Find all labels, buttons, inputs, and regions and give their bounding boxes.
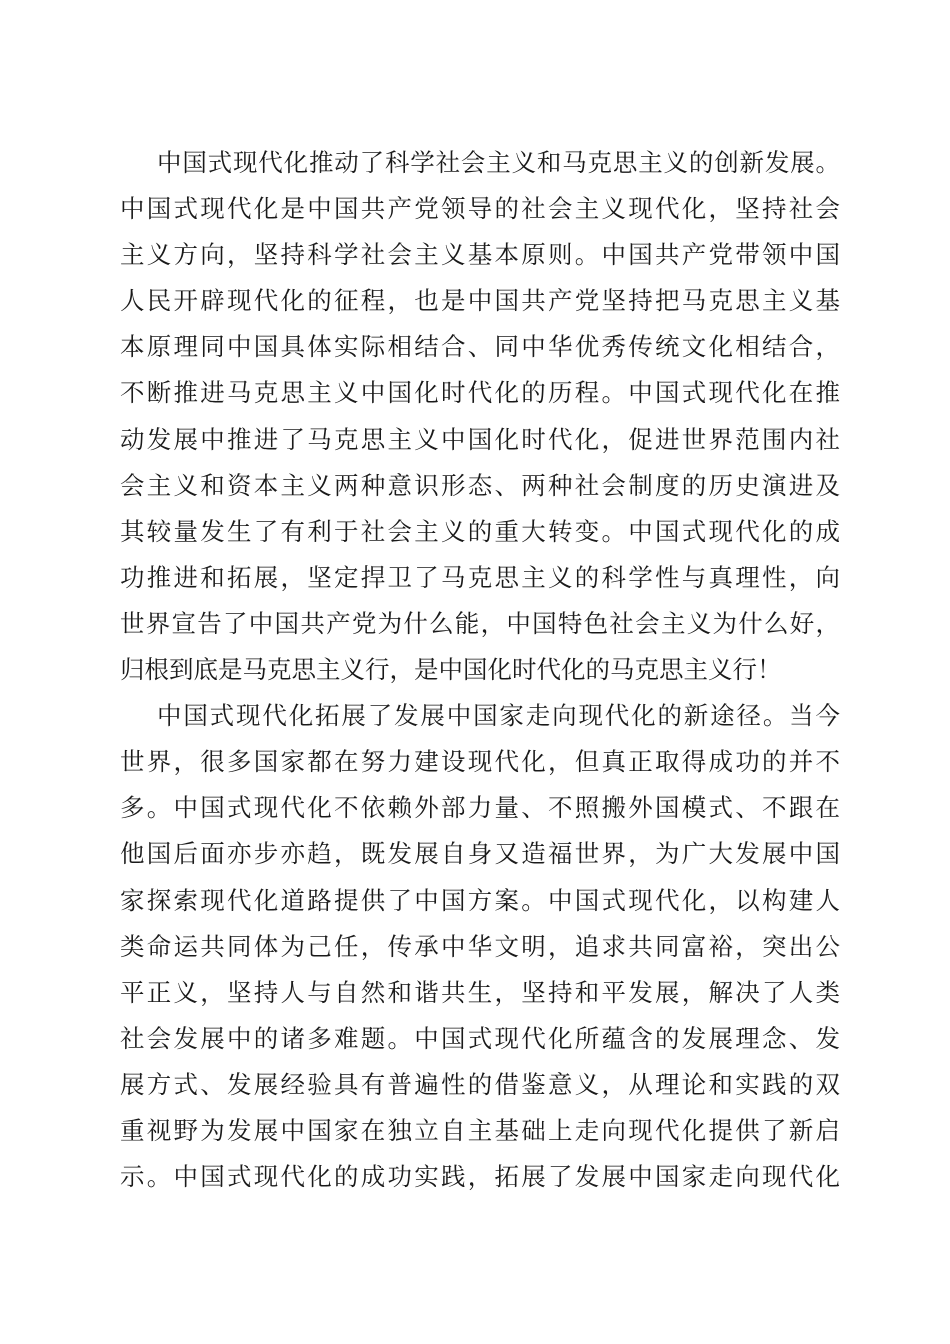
text-line: 示。中国式现代化的成功实践，拓展了发展中国家走向现代化	[120, 1162, 840, 1192]
text-line: 多。中国式现代化不依赖外部力量、不照搬外国模式、不跟在	[120, 793, 840, 823]
text-line: 展方式、发展经验具有普遍性的借鉴意义，从理论和实践的双	[120, 1069, 840, 1099]
text-line: 平正义，坚持人与自然和谐共生，坚持和平发展，解决了人类	[120, 977, 840, 1007]
text-line: 中国式现代化推动了科学社会主义和马克思主义的创新发展。	[157, 148, 840, 177]
text-line: 不断推进马克思主义中国化时代化的历程。中国式现代化在推	[120, 378, 840, 408]
text-line: 功推进和拓展，坚定捍卫了马克思主义的科学性与真理性，向	[120, 562, 840, 592]
text-line: 世界，很多国家都在努力建设现代化，但真正取得成功的并不	[120, 747, 840, 777]
text-line: 他国后面亦步亦趋，既发展自身又造福世界，为广大发展中国	[120, 839, 840, 869]
text-line: 动发展中推进了马克思主义中国化时代化，促进世界范围内社	[120, 424, 840, 454]
text-line: 人民开辟现代化的征程，也是中国共产党坚持把马克思主义基	[120, 286, 840, 316]
text-line: 归根到底是马克思主义行，是中国化时代化的马克思主义行！	[120, 655, 782, 685]
text-line: 世界宣告了中国共产党为什么能，中国特色社会主义为什么好，	[120, 608, 840, 638]
text-line: 社会发展中的诸多难题。中国式现代化所蕴含的发展理念、发	[120, 1023, 840, 1053]
text-line: 中国式现代化拓展了发展中国家走向现代化的新途径。当今	[157, 701, 840, 731]
text-line: 家探索现代化道路提供了中国方案。中国式现代化，以构建人	[120, 885, 840, 915]
text-line: 重视野为发展中国家在独立自主基础上走向现代化提供了新启	[120, 1115, 840, 1145]
text-line: 会主义和资本主义两种意识形态、两种社会制度的历史演进及	[120, 470, 840, 500]
text-line: 其较量发生了有利于社会主义的重大转变。中国式现代化的成	[120, 516, 840, 546]
text-line: 主义方向，坚持科学社会主义基本原则。中国共产党带领中国	[120, 240, 840, 270]
text-line: 中国式现代化是中国共产党领导的社会主义现代化，坚持社会	[120, 194, 840, 224]
text-line: 本原理同中国具体实际相结合、同中华优秀传统文化相结合，	[120, 332, 840, 362]
document-body	[120, 140, 840, 1200]
text-line: 类命运共同体为己任，传承中华文明，追求共同富裕，突出公	[120, 931, 840, 961]
paragraph-1	[120, 140, 840, 693]
paragraph-2	[120, 693, 840, 1200]
